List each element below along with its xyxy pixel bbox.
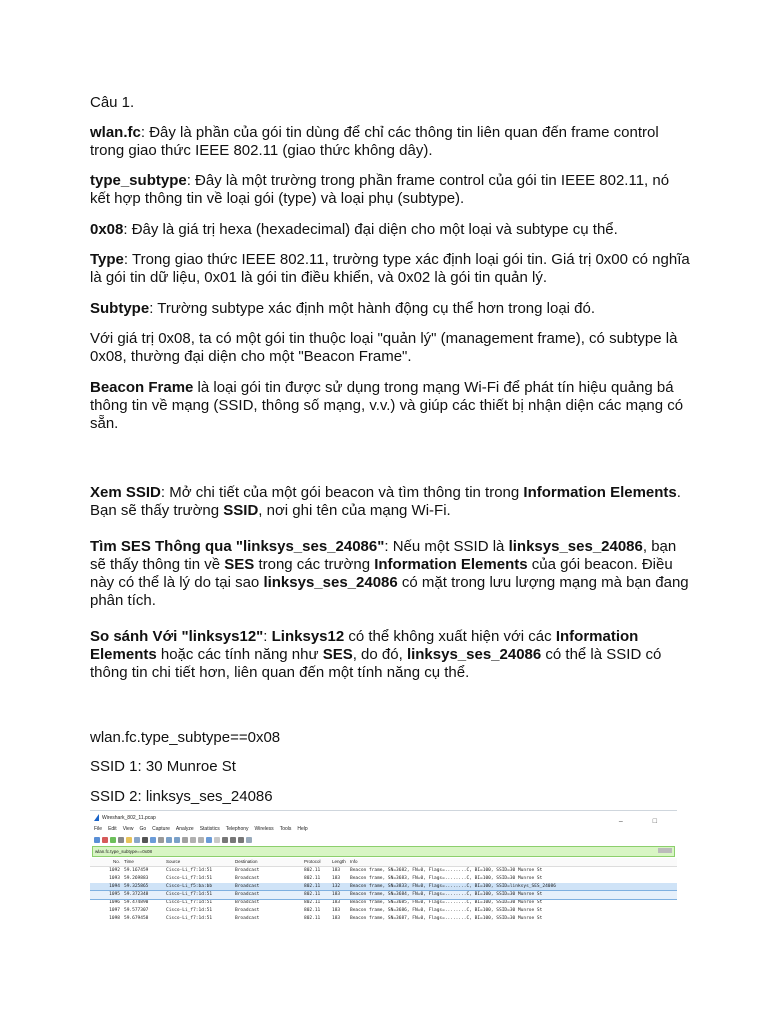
menu-item-go[interactable]: Go — [139, 826, 147, 832]
packet-cell: 132 — [332, 884, 341, 889]
menu-bar — [90, 824, 677, 834]
packet-cell: Beacon frame, SN=3685, FN=0, Flags=........C, BI=100, SSID=30 Munroe St — [350, 900, 543, 905]
resize-columns-icon[interactable] — [246, 837, 252, 843]
ssid-1-text: SSID 1: 30 Munroe St — [90, 758, 236, 775]
packet-cell: Beacon frame, SN=3683, FN=0, Flags=........C, BI=100, SSID=30 Munroe St — [350, 876, 543, 881]
menu-item-help[interactable]: Help — [297, 826, 308, 832]
filter-clear-icon[interactable] — [658, 848, 672, 853]
paragraph-type: Type: Trong giao thức IEEE 802.11, trường type xác định loại gói tin. Giá trị 0x00 có nghĩa là gói tin dữ liệu, 0x01 là gói tin điều khiển, và 0x02 là gói tin quản lý. — [90, 251, 690, 286]
packet-cell: 59.325865 — [124, 884, 149, 889]
paragraph-xem-ssid: Xem SSID: Mở chi tiết của một gói beacon và tìm thông tin trong Information Elements. Bạn sẽ thấy trường SSID, nơi ghi tên của mạng Wi-Fi. — [90, 484, 681, 519]
term: wlan.fc — [90, 124, 141, 141]
display-filter-input[interactable]: wlan.fc.type_subtype==0x08 — [95, 848, 153, 854]
packet-cell: 1097 — [109, 908, 120, 913]
column-header[interactable]: Length — [332, 859, 346, 864]
packet-cell: Beacon frame, SN=3686, FN=0, Flags=........C, BI=100, SSID=30 Munroe St — [350, 908, 543, 913]
term: Beacon Frame — [90, 379, 194, 396]
packet-cell: 802.11 — [304, 868, 321, 873]
go-to-packet-icon[interactable] — [182, 837, 188, 843]
column-header[interactable]: Protocol — [304, 859, 321, 864]
menu-item-wireless[interactable]: Wireless — [254, 826, 274, 832]
column-header[interactable]: Destination — [235, 859, 258, 864]
menu-item-capture[interactable]: Capture — [152, 826, 170, 832]
term: 0x08 — [90, 221, 124, 238]
colorize-icon[interactable] — [214, 837, 220, 843]
column-header[interactable]: Time — [124, 859, 134, 864]
paragraph-value: Với giá trị 0x08, ta có một gói tin thuộc loại "quản lý" (management frame), có subtype là 0x08, thường đại diện cho một "Beacon Frame". — [90, 330, 678, 365]
column-header[interactable]: No. — [112, 859, 120, 864]
packet-cell: Beacon frame, SN=3833, FN=0, Flags=........C, BI=100, SSID=linksys_SES_24086 — [350, 884, 556, 889]
packet-cell: 59.372348 — [124, 892, 149, 897]
packet-cell: 802.11 — [304, 884, 321, 889]
go-forward-icon[interactable] — [174, 837, 180, 843]
packet-cell: Cisco-Li_f5:ba:bb — [166, 884, 213, 889]
paragraph-tim-ses: Tìm SES Thông qua "linksys_ses_24086": Nếu một SSID là linksys_ses_24086, bạn sẽ thấy thông tin về SES trong các trường Information Elements của gói beacon. Điều này có thể là lý do tại sao linksys_ses_24086 có mặt trong lưu lượng mạng mà bạn đang phân tích. — [90, 538, 689, 609]
menu-item-view[interactable]: View — [122, 826, 134, 832]
term: type_subtype — [90, 172, 187, 189]
paragraph-subtype: Subtype: Trường subtype xác định một hành động cụ thể hơn trong loại đó. — [90, 300, 596, 317]
packet-cell: 802.11 — [304, 900, 321, 905]
paragraph-beacon-frame: Beacon Frame là loại gói tin được sử dụng trong mạng Wi-Fi để phát tín hiệu quảng bá thông tin về mạng (SSID, thông số mạng, v.v.) và giúp các thiết bị nhận diện các mạng có sẵn. — [90, 379, 684, 432]
paragraph-0x08: 0x08: Đây là giá trị hexa (hexadecimal) đại diện cho một loại và subtype cụ thể. — [90, 221, 618, 238]
packet-cell: 59.474890 — [124, 900, 149, 905]
paragraph-so-sanh: So sánh Với "linksys12": Linksys12 có thể không xuất hiện với các Information Elements hoặc các tính năng như SES, do đó, linksys_ses_24086 có thể là SSID có thông tin chi tiết hơn, liên quan đến một tính năng cụ thể. — [90, 628, 662, 681]
first-packet-icon[interactable] — [190, 837, 196, 843]
packet-cell: 1094 — [109, 884, 120, 889]
section-heading: Câu 1. — [90, 94, 135, 111]
term: Type — [90, 251, 124, 268]
zoom-out-icon[interactable] — [230, 837, 236, 843]
packet-cell: 183 — [332, 876, 341, 881]
wireshark-screenshot — [90, 810, 677, 931]
packet-cell: Beacon frame, SN=3687, FN=0, Flags=........C, BI=100, SSID=30 Munroe St — [350, 916, 543, 921]
packet-cell: 59.269883 — [124, 876, 149, 881]
packet-cell: 183 — [332, 908, 341, 913]
packet-cell: Broadcast — [235, 908, 260, 913]
wireshark-fin-icon — [94, 814, 99, 821]
packet-cell: Cisco-Li_f7:1d:51 — [166, 868, 213, 873]
packet-cell: Broadcast — [235, 916, 260, 921]
packet-cell: Broadcast — [235, 884, 260, 889]
ssid-2-text: SSID 2: linksys_ses_24086 — [90, 788, 273, 805]
packet-cell: Cisco-Li_f7:1d:51 — [166, 900, 213, 905]
menu-item-statistics[interactable]: Statistics — [199, 826, 220, 832]
packet-cell: 59.577307 — [124, 908, 149, 913]
menu-item-tools[interactable]: Tools — [279, 826, 292, 832]
packet-cell: 59.679458 — [124, 916, 149, 921]
packet-cell: 1095 — [109, 892, 120, 897]
packet-cell: 802.11 — [304, 908, 321, 913]
packet-cell: 59.167459 — [124, 868, 149, 873]
packet-cell: Cisco-Li_f7:1d:51 — [166, 908, 213, 913]
column-header[interactable]: Info — [350, 859, 358, 864]
filter-expression-text: wlan.fc.type_subtype==0x08 — [90, 729, 281, 746]
paragraph-type-subtype: type_subtype: Đây là một trường trong phần frame control của gói tin IEEE 802.11, nó kết hợp thông tin về loại gói (type) và loại phụ (subtype). — [90, 172, 670, 207]
column-header[interactable]: Source — [166, 859, 181, 864]
packet-cell: Cisco-Li_f7:1d:51 — [166, 916, 213, 921]
packet-list — [90, 867, 677, 923]
packet-cell: 183 — [332, 916, 341, 921]
term: Subtype — [90, 300, 150, 317]
wireshark-titlebar — [90, 811, 677, 824]
packet-cell: 1098 — [109, 916, 120, 921]
packet-cell: Broadcast — [235, 892, 260, 897]
packet-cell: 183 — [332, 892, 341, 897]
packet-row[interactable] — [90, 915, 677, 923]
packet-cell: 1092 — [109, 868, 120, 873]
menu-item-telephony[interactable]: Telephony — [225, 826, 249, 832]
packet-cell: Beacon frame, SN=3684, FN=0, Flags=........C, BI=100, SSID=30 Munroe St — [350, 892, 543, 897]
paragraph-wlan-fc: wlan.fc: Đây là phần của gói tin dùng để chỉ các thông tin liên quan đến frame control trong giao thức IEEE 802.11 (giao thức không dây). — [90, 124, 659, 159]
packet-cell: Cisco-Li_f7:1d:51 — [166, 876, 213, 881]
packet-cell: Broadcast — [235, 900, 260, 905]
packet-cell: Broadcast — [235, 868, 260, 873]
packet-cell: 802.11 — [304, 892, 321, 897]
packet-cell: 802.11 — [304, 876, 321, 881]
packet-cell: 802.11 — [304, 916, 321, 921]
packet-cell: Cisco-Li_f7:1d:51 — [166, 892, 213, 897]
packet-cell: 183 — [332, 900, 341, 905]
window-title: Wireshark_802_11.pcap — [102, 814, 156, 821]
window-controls[interactable]: – □ — [618, 818, 671, 825]
go-back-icon[interactable] — [166, 837, 172, 843]
autoscroll-icon[interactable] — [206, 837, 212, 843]
menu-item-file[interactable]: File — [94, 826, 103, 832]
packet-cell: 1096 — [109, 900, 120, 905]
menu-item-edit[interactable]: Edit — [108, 826, 117, 832]
find-icon[interactable] — [158, 837, 164, 843]
packet-cell: Broadcast — [235, 876, 260, 881]
display-filter-bar[interactable] — [92, 846, 675, 857]
packet-cell: 183 — [332, 868, 341, 873]
zoom-in-icon[interactable] — [222, 837, 228, 843]
zoom-reset-icon[interactable] — [238, 837, 244, 843]
last-packet-icon[interactable] — [198, 837, 204, 843]
menu-item-analyze[interactable]: Analyze — [175, 826, 194, 832]
packet-cell: 1093 — [109, 876, 120, 881]
packet-cell: Beacon frame, SN=3682, FN=0, Flags=........C, BI=100, SSID=30 Munroe St — [350, 868, 543, 873]
